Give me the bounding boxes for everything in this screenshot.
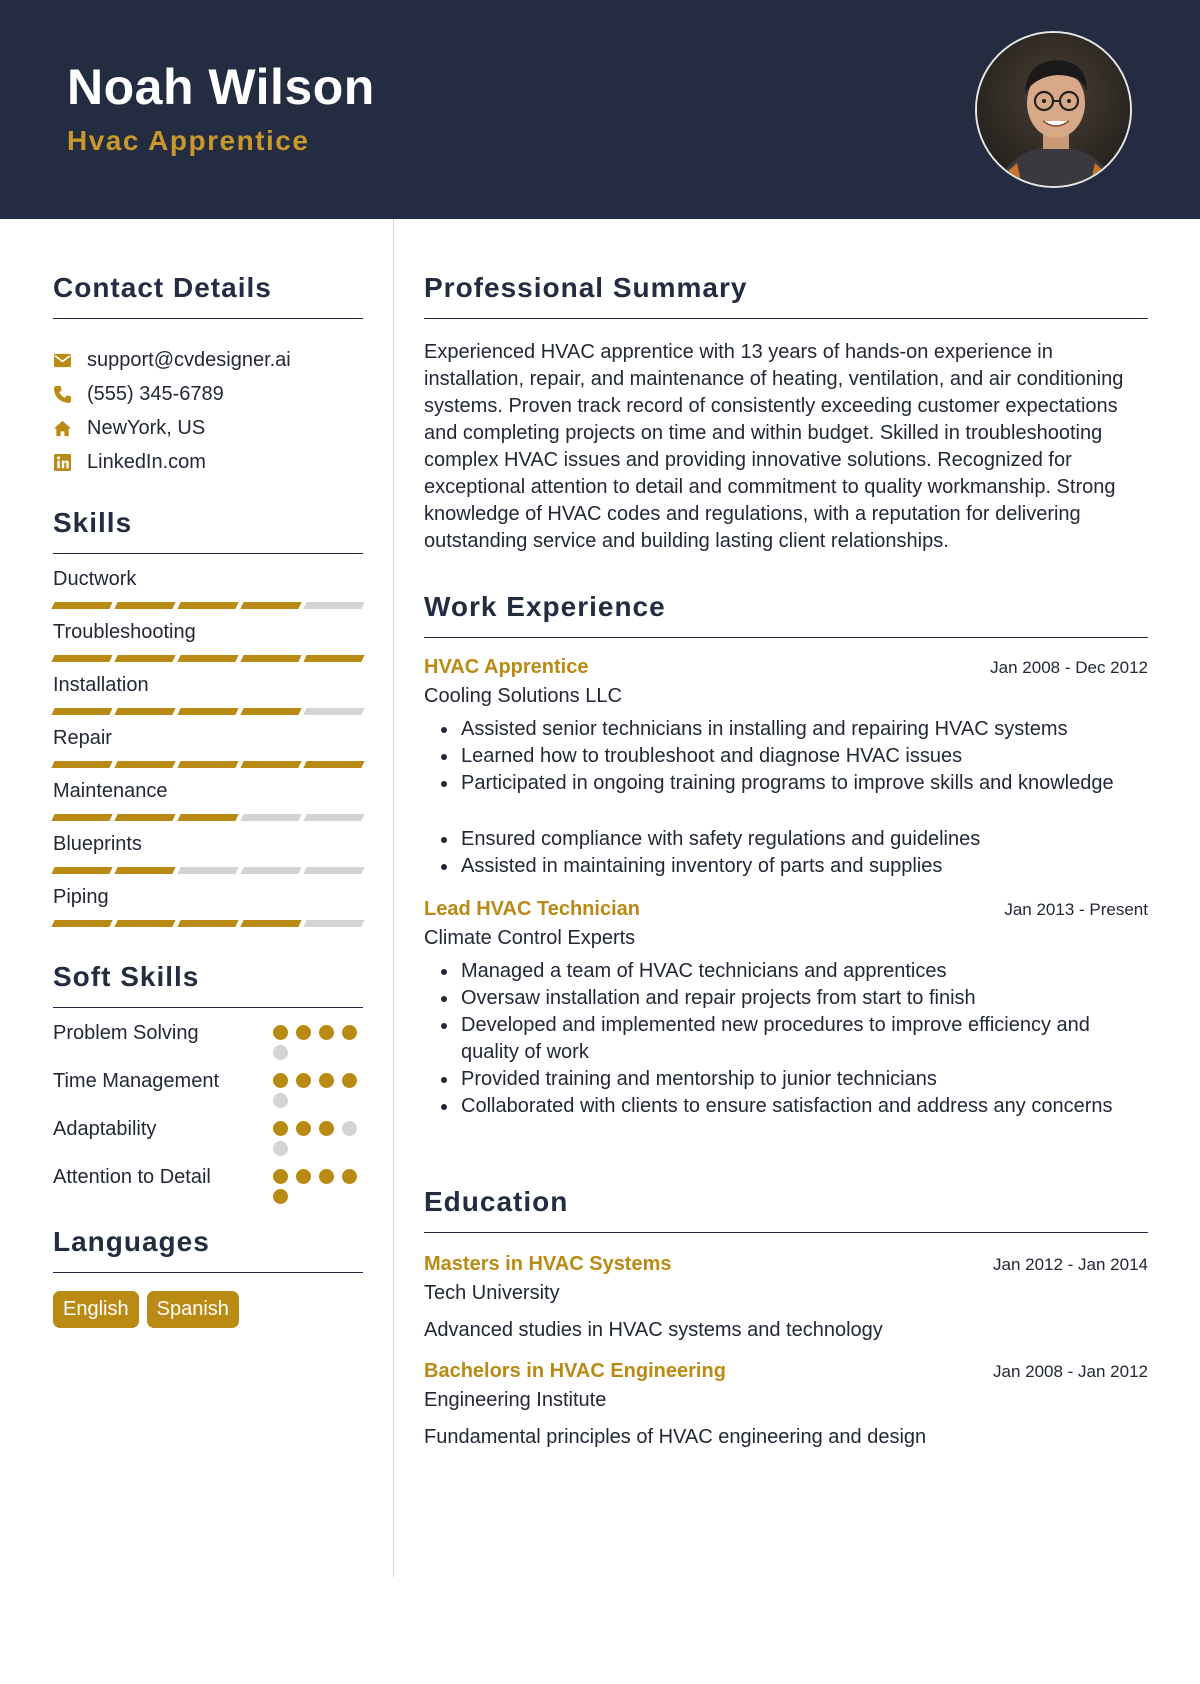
skill-level-bar — [53, 655, 363, 662]
language-badge: Spanish — [147, 1291, 239, 1328]
header-banner — [0, 0, 1200, 219]
job-company: Cooling Solutions LLC — [424, 685, 622, 707]
job-bullet: Collaborated with clients to ensure satisfaction and address any concerns — [424, 1093, 1148, 1120]
job-bullet: Assisted in maintaining inventory of parts and supplies — [424, 853, 1148, 880]
skill-level-segment — [303, 602, 364, 609]
rating-dot — [273, 1073, 288, 1088]
skill-level-segment — [177, 655, 238, 662]
portrait-photo — [977, 33, 1132, 188]
soft-skill-rating — [273, 1164, 363, 1204]
rating-dot — [273, 1093, 288, 1108]
skill-level-segment — [240, 920, 301, 927]
rating-dot — [342, 1121, 357, 1136]
job-bullet: Participated in ongoing training programs to improve skills and knowledge — [424, 770, 1148, 797]
job-bullet: Provided training and mentorship to junior technicians — [424, 1066, 1148, 1093]
job-company: Climate Control Experts — [424, 927, 636, 949]
sidebar — [53, 219, 363, 1328]
rating-dot — [342, 1025, 357, 1040]
rating-dot — [296, 1121, 311, 1136]
rating-dot — [273, 1169, 288, 1184]
skill-level-segment — [114, 655, 175, 662]
rating-dot — [273, 1121, 288, 1136]
skill-level-segment — [51, 920, 112, 927]
skill-name: Repair — [53, 727, 112, 749]
contact-title: Contact Details — [53, 272, 363, 319]
skill-level-segment — [303, 920, 364, 927]
skill-level-segment — [51, 655, 112, 662]
languages-section — [53, 1226, 363, 1328]
skill-item — [53, 725, 363, 768]
skill-level-segment — [114, 602, 175, 609]
rating-dot — [296, 1025, 311, 1040]
contact-email[interactable] — [53, 343, 363, 377]
skill-item — [53, 778, 363, 821]
education-entry — [424, 1360, 1148, 1449]
job-entry — [424, 656, 1148, 880]
skill-level-segment — [177, 920, 238, 927]
home-icon — [53, 417, 87, 439]
education-section — [424, 1186, 1148, 1449]
summary-text: Experienced HVAC apprentice with 13 years of hands-on experience in installation, repair, and maintenance of heating, ventilation, and air conditioning systems. Proven track record of consistently exceeding customer expectations and completing projects on time and within budget. Skilled in troubleshooting complex HVAC issues and providing innovative solutions. Recognized for exceptional attention to detail and commitment to quality workmanship. Strong knowledge of HVAC codes and regulations, with a reputation for delivering outstanding service and building lasting client relationships. — [424, 341, 1124, 552]
skill-level-bar — [53, 920, 363, 927]
education-date: Jan 2008 - Jan 2012 — [992, 1362, 1148, 1381]
soft-skills-title: Soft Skills — [53, 961, 363, 1008]
skill-item — [53, 672, 363, 715]
contact-phone[interactable] — [53, 377, 363, 411]
contact-section — [53, 272, 363, 479]
rating-dot — [273, 1141, 288, 1156]
skill-level-segment — [240, 655, 301, 662]
education-description: Advanced studies in HVAC systems and technology — [424, 1319, 883, 1341]
skill-name: Ductwork — [53, 568, 137, 590]
skill-name: Maintenance — [53, 780, 168, 802]
job-bullet: Assisted senior technicians in installing and repairing HVAC systems — [424, 716, 1148, 743]
skill-level-segment — [114, 920, 175, 927]
skill-name: Piping — [53, 886, 109, 908]
rating-dot — [296, 1169, 311, 1184]
rating-dot — [273, 1189, 288, 1204]
education-date: Jan 2012 - Jan 2014 — [992, 1255, 1148, 1274]
contact-location-text: NewYork, US — [87, 416, 206, 439]
rating-dot — [319, 1073, 334, 1088]
education-title: Education — [424, 1186, 1148, 1233]
job-entry — [424, 898, 1148, 1120]
job-bullet: Developed and implemented new procedures to improve efficiency and quality of work — [424, 1012, 1148, 1066]
skill-item — [53, 884, 363, 927]
skill-level-segment — [177, 602, 238, 609]
soft-skill-name: Attention to Detail — [53, 1166, 211, 1188]
contact-location — [53, 411, 363, 445]
skill-level-segment — [114, 708, 175, 715]
soft-skill-rating — [273, 1068, 363, 1108]
rating-dot — [342, 1073, 357, 1088]
linkedin-icon — [53, 451, 87, 473]
language-badge: English — [53, 1291, 139, 1328]
rating-dot — [319, 1121, 334, 1136]
job-bullet: Managed a team of HVAC technicians and apprentices — [424, 958, 1148, 985]
candidate-name: Noah Wilson — [67, 59, 375, 115]
skill-level-segment — [51, 814, 112, 821]
skill-level-segment — [51, 761, 112, 768]
skill-level-segment — [177, 761, 238, 768]
rating-dot — [273, 1045, 288, 1060]
skills-section — [53, 507, 363, 927]
skill-level-segment — [240, 761, 301, 768]
skill-level-bar — [53, 708, 363, 715]
school-name: Tech University — [424, 1282, 560, 1304]
skills-title: Skills — [53, 507, 363, 554]
contact-linkedin[interactable] — [53, 445, 363, 479]
languages-title: Languages — [53, 1226, 363, 1273]
contact-linkedin-text: LinkedIn.com — [87, 450, 206, 473]
skill-level-bar — [53, 602, 363, 609]
skill-level-segment — [51, 602, 112, 609]
summary-section — [424, 272, 1148, 555]
education-entry — [424, 1253, 1148, 1342]
skill-level-bar — [53, 814, 363, 821]
phone-icon — [53, 383, 87, 405]
soft-skill-item — [53, 1068, 363, 1108]
skill-level-segment — [114, 867, 175, 874]
experience-section — [424, 591, 1148, 1120]
skill-level-segment — [303, 761, 364, 768]
skill-name: Troubleshooting — [53, 621, 196, 643]
skill-level-segment — [51, 708, 112, 715]
candidate-role: Hvac Apprentice — [67, 125, 310, 156]
skill-level-segment — [114, 761, 175, 768]
skill-level-segment — [303, 655, 364, 662]
contact-phone-text: (555) 345-6789 — [87, 382, 224, 405]
soft-skill-name: Time Management — [53, 1070, 219, 1092]
skill-item — [53, 566, 363, 609]
skill-level-bar — [53, 867, 363, 874]
rating-dot — [342, 1169, 357, 1184]
summary-title: Professional Summary — [424, 272, 1148, 319]
job-date: Jan 2008 - Dec 2012 — [990, 658, 1148, 677]
skill-level-segment — [303, 814, 364, 821]
skill-item — [53, 831, 363, 874]
degree-title: Masters in HVAC Systems — [424, 1253, 672, 1275]
job-date: Jan 2013 - Present — [1004, 900, 1148, 919]
profile-photo — [975, 31, 1132, 188]
skill-level-segment — [240, 867, 301, 874]
education-description: Fundamental principles of HVAC engineering and design — [424, 1426, 927, 1448]
job-bullet: Oversaw installation and repair projects from start to finish — [424, 985, 1148, 1012]
skill-name: Installation — [53, 674, 149, 696]
skill-level-segment — [177, 867, 238, 874]
skill-level-segment — [51, 867, 112, 874]
job-bullet: Learned how to troubleshoot and diagnose HVAC issues — [424, 743, 1148, 770]
main-column — [424, 219, 1148, 1449]
skill-level-segment — [114, 814, 175, 821]
soft-skill-name: Problem Solving — [53, 1022, 199, 1044]
soft-skill-rating — [273, 1116, 363, 1156]
skill-level-segment — [177, 814, 238, 821]
experience-title: Work Experience — [424, 591, 1148, 638]
skill-level-bar — [53, 761, 363, 768]
degree-title: Bachelors in HVAC Engineering — [424, 1360, 726, 1382]
skill-name: Blueprints — [53, 833, 142, 855]
soft-skill-item — [53, 1116, 363, 1156]
job-bullet: Ensured compliance with safety regulations and guidelines — [424, 826, 1148, 853]
skill-level-segment — [177, 708, 238, 715]
soft-skill-rating — [273, 1020, 363, 1060]
column-divider — [393, 219, 394, 1577]
skill-item — [53, 619, 363, 662]
rating-dot — [296, 1073, 311, 1088]
skill-level-segment — [240, 814, 301, 821]
school-name: Engineering Institute — [424, 1389, 607, 1411]
soft-skill-name: Adaptability — [53, 1118, 157, 1140]
skill-level-segment — [303, 867, 364, 874]
rating-dot — [319, 1169, 334, 1184]
skill-level-segment — [303, 708, 364, 715]
soft-skill-item — [53, 1164, 363, 1204]
rating-dot — [319, 1025, 334, 1040]
job-title: Lead HVAC Technician — [424, 898, 640, 920]
soft-skill-item — [53, 1020, 363, 1060]
skill-level-segment — [240, 602, 301, 609]
rating-dot — [273, 1025, 288, 1040]
envelope-icon — [53, 349, 87, 371]
job-title: HVAC Apprentice — [424, 656, 589, 678]
soft-skills-section — [53, 961, 363, 1204]
skill-level-segment — [240, 708, 301, 715]
contact-email-text: support@cvdesigner.ai — [87, 348, 291, 371]
